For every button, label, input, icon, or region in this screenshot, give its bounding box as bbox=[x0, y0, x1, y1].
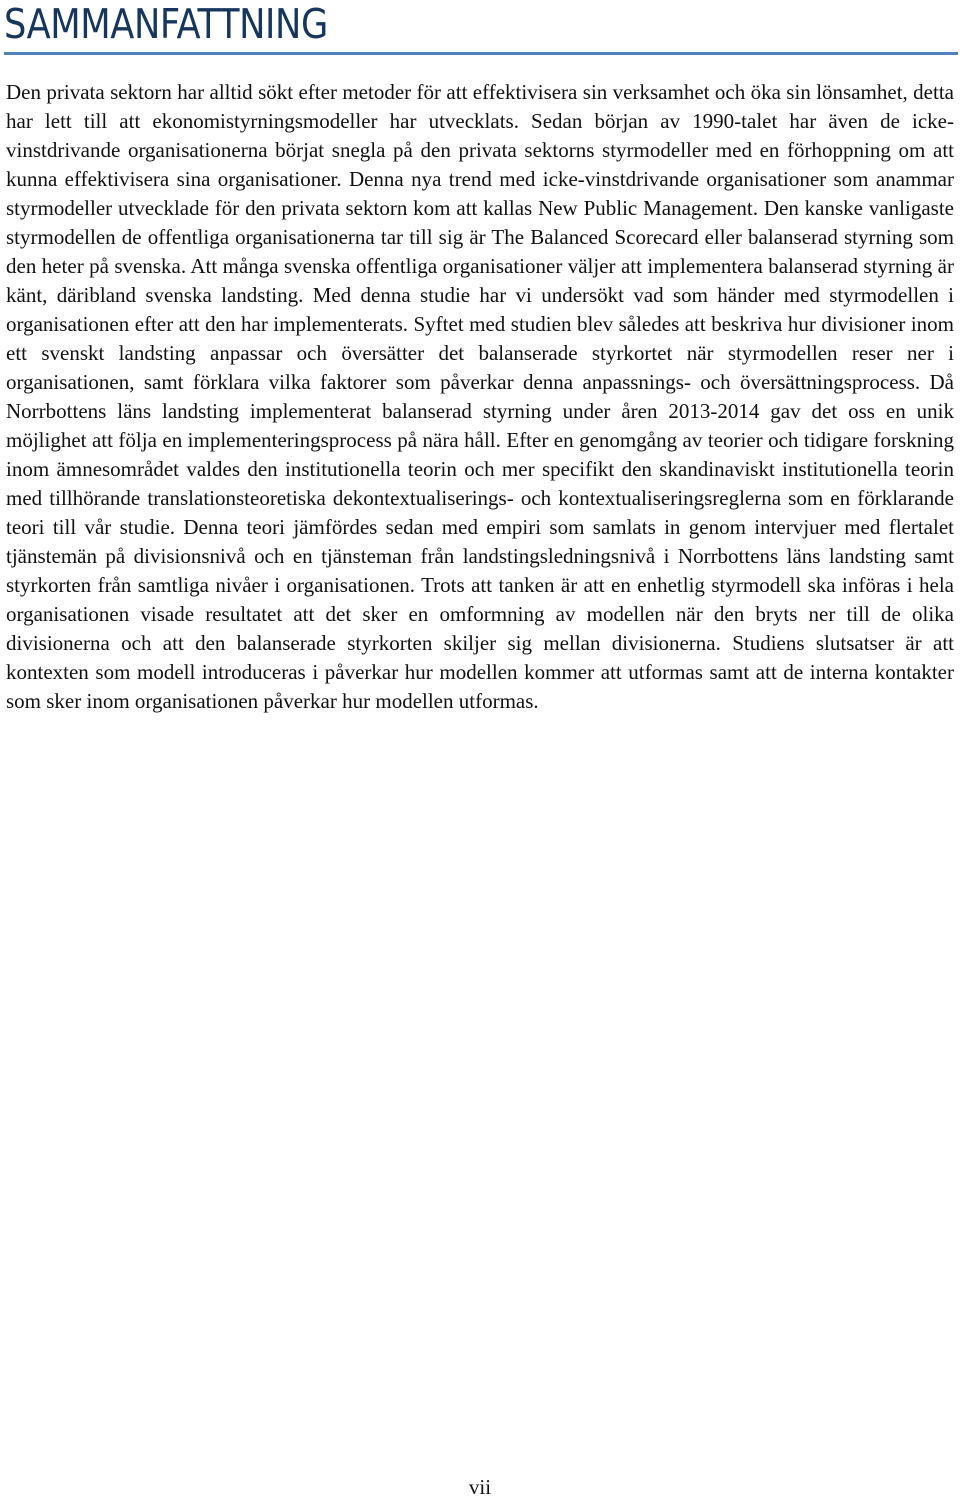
page-number: vii bbox=[468, 1475, 492, 1499]
page-title: SAMMANFATTNING bbox=[4, 0, 328, 48]
heading-divider bbox=[4, 52, 958, 55]
summary-paragraph: Den privata sektorn har alltid sökt efter metoder för att effektivisera sin verksamhet och öka sin lönsamhet, detta har lett till att ekonomistyrningsmodeller har utvecklats. Sedan början av 1990-talet har även de icke-vinstdrivande organisationerna börjat snegla på den privata sektorns styrmodeller med en förhoppning om att kunna effektivisera sina organisationer. Denna nya trend med icke-vinstdrivande organisationer som anammar styrmodeller utvecklade för den privata sektorn kom att kallas New Public Management. Den kanske vanligaste styrmodellen de offentliga organisationerna tar till sig är The Balanced Scorecard eller balanserad styrning som den heter på svenska. Att många svenska offentliga organisationer väljer att implementera balanserad styrning är känt, däribland svenska landsting. Med denna studie har vi undersökt vad som händer med styrmodellen i organisationen efter att den har implementerats. Syftet med studien blev således att beskriva hur divisioner inom ett svenskt landsting anpassar och översätter det balanserade styrkortet när styrmodellen reser ner i organisationen, samt förklara vilka faktorer som påverkar denna anpassnings- och översättningsprocess. Då Norrbottens läns landsting implementerat balanserad styrning under åren 2013-2014 gav det oss en unik möjlighet att följa en implementeringsprocess på nära håll. Efter en genomgång av teorier och tidigare forskning inom ämnesområdet valdes den institutionella teorin och mer specifikt den skandinaviskt institutionella teorin med tillhörande translationsteoretiska dekontextualiserings- och kontextualiseringsreglerna som en förklarande teori till vår studie. Denna teori jämfördes sedan med empiri som samlats in genom intervjuer med flertalet tjänstemän på divisionsnivå och en tjänsteman från landstingsledningsnivå i Norrbottens läns landsting samt styrkorten från samtliga nivåer i organisationen. Trots att tanken är att en enhetlig styrmodell ska införas i hela organisationen visade resultatet att det sker en omformning av modellen när den bryts ner till de olika divisionerna och att den balanserade styrkorten skiljer sig mellan divisionerna. Studiens slutsatser är att kontexten som modell introduceras i påverkar hur modellen kommer att utformas samt att de interna kontakter som sker inom organisationen påverkar hur modellen utformas. bbox=[6, 80, 954, 713]
